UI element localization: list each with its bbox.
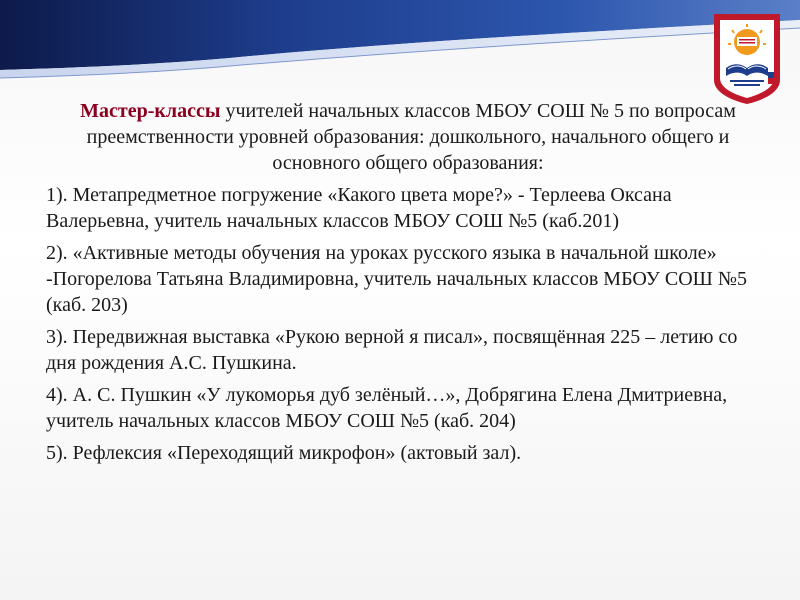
list-item: 3). Передвижная выставка «Рукою верной я писал», посвящённая 225 – летию со дня рождения А.С. Пушкина. [46,326,738,374]
intro-text: учителей начальных классов МБОУ СОШ № 5 по вопросам преемственности уровней образования: дошкольного, начального общего и основного общего образования: [86,100,736,174]
school-emblem-icon [706,6,788,106]
header-wave-graphic [0,0,800,92]
list-item: 4). А. С. Пушкин «У лукоморья дуб зелёный…», Добрягина Елена Дмитриевна, учитель начальных классов МБОУ СОШ №5 (каб. 204) [46,384,728,432]
list-item: 1). Метапредметное погружение «Какого цвета море?» - Терлеева Оксана Валерьевна, учитель начальных классов МБОУ СОШ №5 (каб.201) [46,184,672,232]
header-band [0,0,800,92]
slide-body [46,98,770,472]
intro-highlight: Мастер-классы [80,100,221,122]
list-item: 2). «Активные методы обучения на уроках русского языка в начальной школе» -Погорелова Татьяна Владимировна, учитель начальных классов МБОУ СОШ №5 (каб. 203) [46,242,747,316]
list-item: 5). Рефлексия «Переходящий микрофон» (актовый зал). [46,442,522,464]
intro-paragraph [46,98,770,176]
